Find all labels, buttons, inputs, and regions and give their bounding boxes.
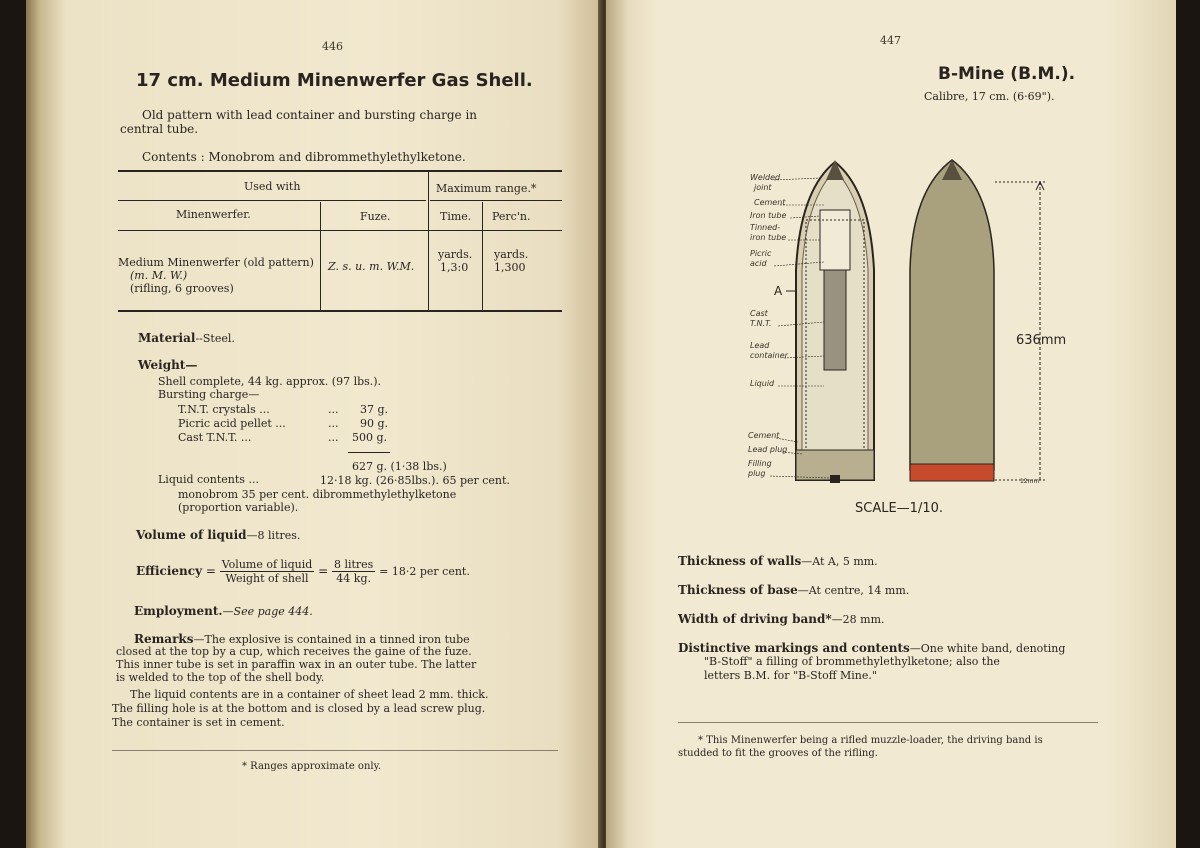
table-header: Used with — [244, 180, 301, 193]
page-number: 446 — [322, 40, 343, 53]
weight-line: Bursting charge— — [158, 388, 260, 401]
diagram-label: Lead — [750, 341, 770, 350]
remarks-line: The liquid contents are in a container of sheet lead 2 mm. thick. — [130, 688, 489, 701]
efficiency-formula: Efficiency = $\frac{\text{Volume of liquid}}{\text{Weight of shell}}$ = $\frac{\text{8 litres}}{44 kg.}$ = 18·2 per cent. — [136, 558, 470, 585]
charge-value: 500 g. — [352, 431, 388, 444]
page-title: 17 cm. Medium Minenwerfer Gas Shell. — [136, 70, 533, 91]
table-cell: 1,3:0 — [440, 261, 469, 274]
table-col-header: Minenwerfer. — [176, 208, 251, 221]
table-cell: 1,300 — [494, 261, 526, 274]
liquid-line: (proportion variable). — [178, 501, 299, 514]
driving-band: Width of driving band*—28 mm. — [678, 612, 885, 626]
charge-name: Cast T.N.T. ... — [178, 431, 252, 444]
liquid-value: 12·18 kg. (26·85lbs.). 65 per cent. — [320, 474, 510, 487]
charge-dots: ... — [328, 431, 339, 444]
diagram-label: joint — [754, 183, 772, 192]
table-cell: yards. — [438, 248, 473, 261]
remarks-line: The container is set in cement. — [112, 716, 285, 729]
contents-line: Contents : Monobrom and dibrommethylethylketone. — [142, 150, 466, 164]
table-col-header: Fuze. — [360, 210, 391, 223]
external-shell — [910, 160, 994, 481]
charge-total: 627 g. (1·38 lbs.) — [352, 460, 447, 473]
table-cell: Medium Minenwerfer (old pattern) — [118, 256, 314, 269]
diagram-label: Cement — [748, 431, 780, 440]
scale-label: SCALE—1/10. — [855, 501, 944, 516]
volume-line: Volume of liquid—8 litres. — [136, 528, 301, 542]
thickness-walls: Thickness of walls—At A, 5 mm. — [678, 554, 878, 568]
page-number: 447 — [880, 34, 901, 47]
diagram-label: container — [750, 351, 788, 360]
diagram-label: A — [774, 284, 783, 298]
thickness-base: Thickness of base—At centre, 14 mm. — [678, 583, 910, 597]
calibre-line: Calibre, 17 cm. (6·69"). — [924, 90, 1055, 103]
intro-line: central tube. — [120, 122, 199, 136]
diagram-label: acid — [750, 259, 767, 268]
dimension-text: 636mm — [1016, 333, 1067, 348]
page-title: B-Mine (B.M.). — [938, 64, 1076, 84]
footnote: studded to fit the grooves of the rifling. — [678, 748, 878, 759]
table-col-header: Perc'n. — [492, 210, 531, 223]
diagram-label: Filling — [748, 459, 772, 468]
markings-line: letters B.M. for "B-Stoff Mine." — [704, 669, 877, 682]
remarks-line: closed at the top by a cup, which receives the gaine of the fuze. — [116, 645, 472, 658]
table-col-header: Time. — [440, 210, 472, 223]
remarks-line: Remarks—The explosive is contained in a tinned iron tube — [134, 632, 470, 646]
markings-line: "B-Stoff" a filling of brommethylethylketone; also the — [704, 655, 1000, 668]
sectional-shell — [796, 160, 874, 483]
charge-value: 37 g. — [360, 403, 389, 416]
charge-dots: ... — [328, 403, 339, 416]
footnote: * This Minenwerfer being a rifled muzzle-loader, the driving band is — [698, 735, 1043, 746]
table-cell: Z. s. u. m. W.M. — [328, 260, 415, 273]
charge-name: T.N.T. crystals ... — [178, 403, 270, 416]
diagram-label: T.N.T. — [750, 319, 772, 328]
left-page — [26, 0, 604, 848]
remarks-line: The filling hole is at the bottom and is closed by a lead screw plug. — [112, 702, 486, 715]
diagram-label: Cast — [750, 309, 768, 318]
liquid-line: monobrom 35 per cent. dibrommethylethylketone — [178, 488, 457, 501]
markings-line: Distinctive markings and contents—One white band, denoting — [678, 641, 1066, 655]
diagram-label: Welded — [750, 173, 781, 182]
diagram-label: Cement — [754, 198, 786, 207]
charge-value: 90 g. — [360, 417, 389, 430]
weight-label: Weight— — [138, 358, 198, 372]
table-header: Maximum range.* — [436, 182, 537, 195]
liquid-label: Liquid contents ... — [158, 473, 259, 486]
charge-dots: ... — [328, 417, 339, 430]
dimension-line — [995, 182, 1066, 485]
intro-line: Old pattern with lead container and bursting charge in — [142, 108, 478, 122]
weight-line: Shell complete, 44 kg. approx. (97 lbs.). — [158, 375, 382, 388]
diagram-label: Picric — [750, 249, 772, 258]
diagram-label: Liquid — [750, 379, 775, 388]
table-cell: (m. M. W.) — [130, 269, 188, 282]
remarks-line: is welded to the top of the shell body. — [116, 671, 325, 684]
diagram-label: Iron tube — [750, 211, 787, 220]
remarks-line: This inner tube is set in paraffin wax in an outer tube. The latter — [116, 658, 477, 671]
table-cell: (rifling, 6 grooves) — [130, 282, 234, 295]
material-line: Material--Steel. — [138, 331, 235, 345]
diagram-label: plug — [748, 469, 766, 478]
diagram-label: Lead plug — [748, 445, 788, 454]
footnote: * Ranges approximate only. — [242, 761, 382, 772]
table-cell: yards. — [494, 248, 529, 261]
employment-line: Employment.—See page 444. — [134, 604, 313, 618]
band-dim-text: 12mm — [1020, 478, 1040, 485]
charge-name: Picric acid pellet ... — [178, 417, 286, 430]
diagram-label: iron tube — [750, 233, 787, 242]
diagram-label: Tinned- — [750, 223, 781, 232]
b-mine-diagram — [740, 150, 1067, 520]
